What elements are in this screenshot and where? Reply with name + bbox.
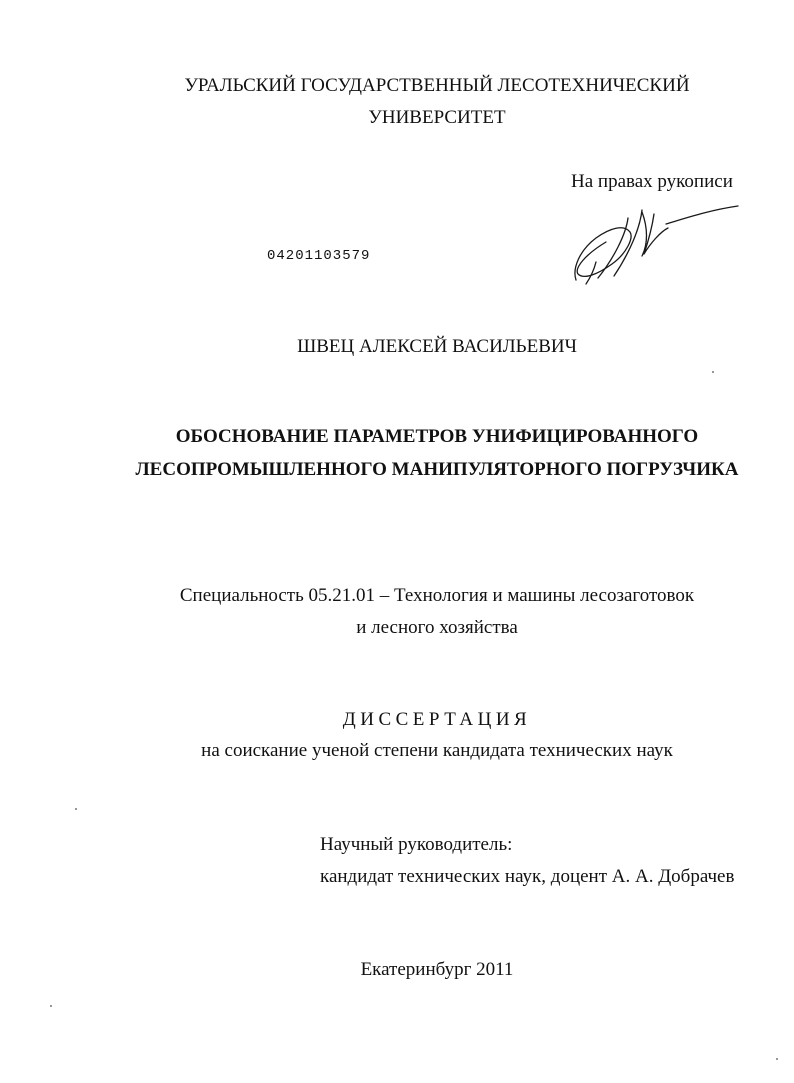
supervisor-label: Научный руководитель:: [320, 834, 513, 855]
scan-speck: [712, 371, 714, 373]
supervisor-details: кандидат технических наук, доцент А. А. Добрачев: [320, 866, 735, 887]
specialty-line1: Специальность 05.21.01 – Технология и машины лесозаготовок: [179, 585, 695, 606]
dissertation-title-line2: ЛЕСОПРОМЫШЛЕННОГО МАНИПУЛЯТОРНОГО ПОГРУЗЧИКА: [135, 459, 739, 480]
signature: [568, 198, 748, 288]
scan-speck: [776, 1058, 778, 1060]
author-name: ШВЕЦ АЛЕКСЕЙ ВАСИЛЬЕВИЧ: [297, 336, 577, 357]
place-and-year: Екатеринбург 2011: [360, 959, 514, 980]
work-type-subheading: на соискание ученой степени кандидата технических наук: [201, 740, 673, 761]
university-name-line1: УРАЛЬСКИЙ ГОСУДАРСТВЕННЫЙ ЛЕСОТЕХНИЧЕСКИЙ: [184, 75, 690, 96]
work-type-heading: ДИССЕРТАЦИЯ: [342, 709, 532, 730]
university-name-line2: УНИВЕРСИТЕТ: [368, 107, 506, 128]
manuscript-rights-note: На правах рукописи: [571, 171, 733, 192]
registration-number: 04201103579: [267, 248, 371, 264]
scan-speck: [75, 808, 77, 810]
dissertation-title-line1: ОБОСНОВАНИЕ ПАРАМЕТРОВ УНИФИЦИРОВАННОГО: [175, 426, 699, 447]
specialty-line2: и лесного хозяйства: [356, 617, 518, 638]
scan-speck: [50, 1005, 52, 1007]
